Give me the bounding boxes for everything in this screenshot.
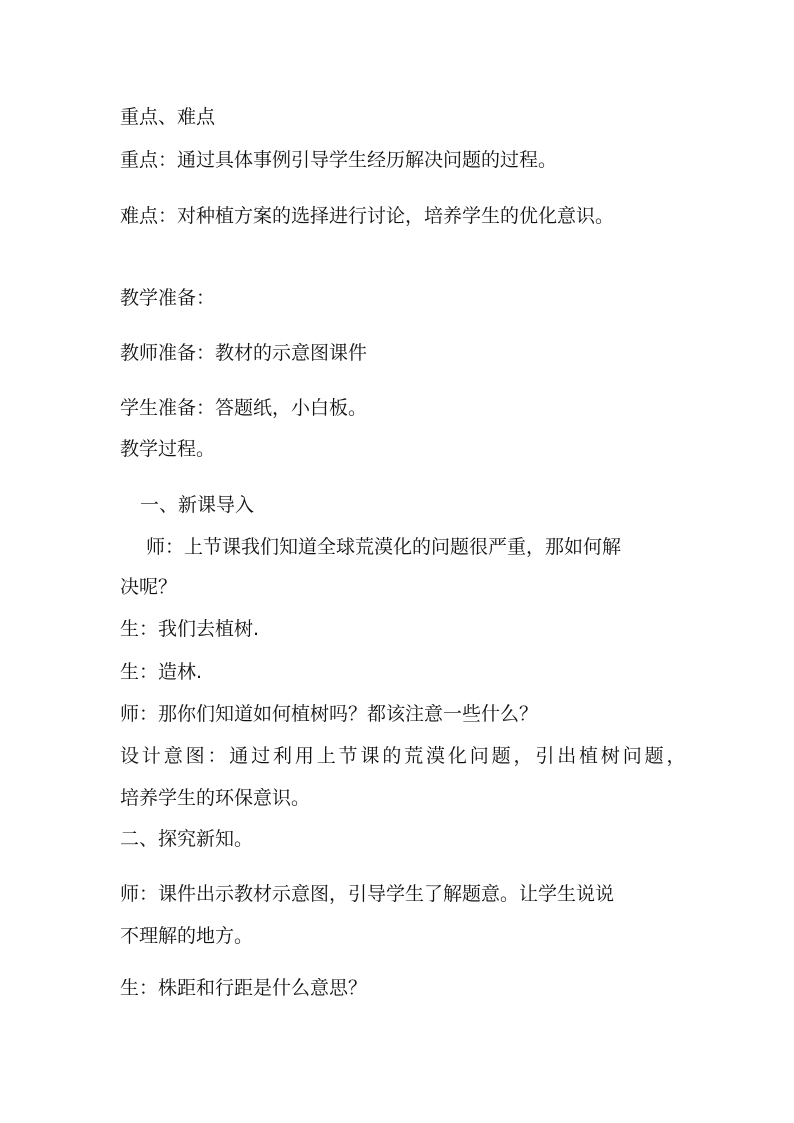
section-heading-process: 教学过程。 [120, 438, 216, 460]
student-preparation-text: 学生准备：答题纸，小白板。 [120, 397, 368, 419]
subheading-introduction: 一、新课导入 [140, 494, 255, 516]
design-intent-text: 设计意图：通过利用上节课的荒漠化问题，引出植树问题， [120, 745, 686, 767]
dialogue-student-2: 生：造林. [120, 661, 203, 683]
section-heading-preparation: 教学准备： [120, 287, 216, 309]
dialogue-teacher-1-cont: 决呢？ [120, 576, 178, 598]
dialogue-student-3: 生：株距和行距是什么意思？ [120, 977, 368, 999]
dialogue-teacher-3: 师：课件出示教材示意图，引导学生了解题意。让学生说说 [120, 883, 615, 905]
dialogue-teacher-2: 师：那你们知道如何植树吗？都该注意一些什么？ [120, 703, 539, 725]
subheading-explore: 二、探究新知。 [120, 828, 254, 850]
dialogue-teacher-3-cont: 不理解的地方。 [120, 925, 254, 947]
section-heading-key-points: 重点、难点 [120, 106, 216, 128]
dialogue-teacher-1: 师：上节课我们知道全球荒漠化的问题很严重，那如何解 [146, 536, 622, 558]
difficulty-text: 难点：对种植方案的选择进行讨论，培养学生的优化意识。 [120, 205, 615, 227]
key-point-text: 重点：通过具体事例引导学生经历解决问题的过程。 [120, 149, 558, 171]
design-intent-text-cont: 培养学生的环保意识。 [120, 787, 311, 809]
teacher-preparation-text: 教师准备：教材的示意图课件 [120, 342, 368, 364]
dialogue-student-1: 生：我们去植树. [120, 618, 260, 640]
